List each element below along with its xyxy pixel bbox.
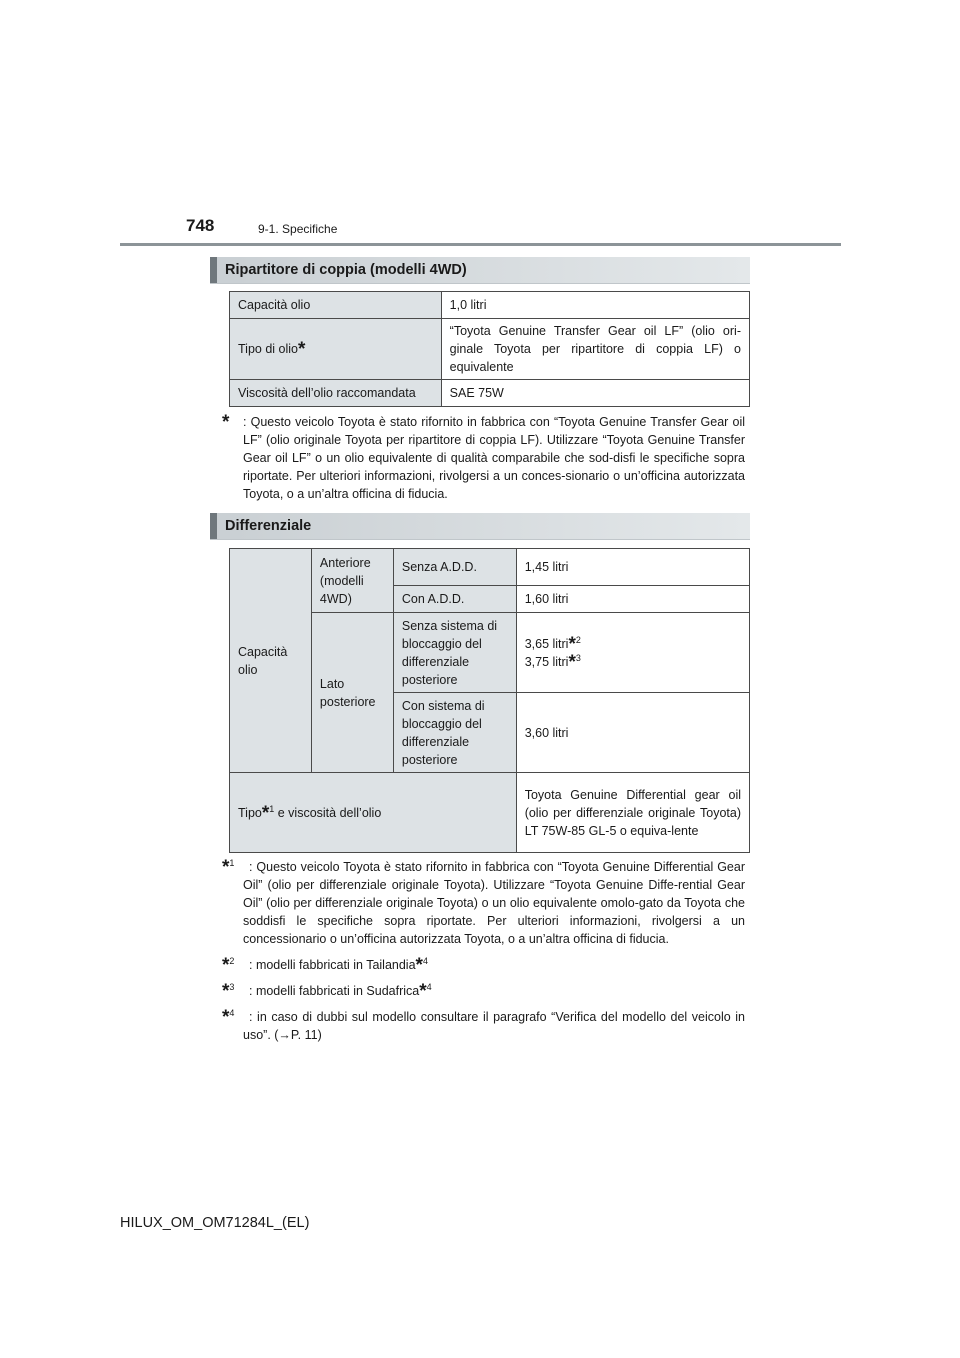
front-label: Anteriore (modelli 4WD) [311, 549, 393, 613]
footnote-marker: *$^1$ [222, 857, 235, 878]
transfer-heading [210, 257, 750, 284]
page-number: 748 [186, 216, 215, 235]
differential-heading-title: Differenziale [225, 518, 312, 534]
footnote-text: : in caso di dubbi sul modello consultare il paragrafo “Verifica del modello del veicolo in uso”. (→P. 11) [243, 1010, 745, 1042]
table-cell-value: 1,45 litri [516, 549, 749, 586]
footnote-text: : Questo veicolo Toyota è stato rifornito in fabbrica con “Toyota Genuine Transfer Gear oil LF” (olio originale Toyota per ripartitore di coppia LF). Utilizzare “Toyota Genuine Transfer Gear oil LF” o un olio equivalente di qualità comparabile che sod-disfi le specifiche sopra riportate. Per ulteriori informazioni, rivolgersi a un conces-sionario o un’officina autorizzata Toyota, o a un’altra officina di fiducia. [243, 415, 745, 501]
table-row [230, 319, 750, 380]
table-cell-label: Con A.D.D. [393, 586, 516, 613]
differential-table [229, 548, 750, 853]
footnote [222, 412, 745, 503]
table-cell-label: Senza A.D.D. [393, 549, 516, 586]
transfer-heading-title: Ripartitore di coppia (modelli 4WD) [225, 262, 467, 278]
oil-type-label: Tipo di olio [238, 342, 298, 356]
table-cell-value: 3,60 litri [516, 693, 749, 773]
transfer-table [229, 291, 750, 407]
heading-accent-bar [210, 257, 217, 283]
section-breadcrumb: 9-1. Specifiche [258, 222, 338, 236]
table-cell-value: “Toyota Genuine Transfer Gear oil LF” (olio ori-ginale Toyota per ripartitore di coppia LF) o equivalente [441, 319, 749, 380]
footnote-text: : modelli fabbricati in Sudafrica [249, 984, 420, 998]
capacity-value-b: 3,75 litri*$^3$ [524, 651, 581, 673]
table-row [230, 549, 750, 586]
table-cell-value: 1,0 litri [441, 292, 749, 319]
table-row [230, 292, 750, 319]
table-cell-label: Con sistema di bloccaggio del differenziale posteriore [393, 693, 516, 773]
footnote-marker: *$^3$ [222, 981, 235, 1002]
document-code-footer: HILUX_OM_OM71284L_(EL) [120, 1215, 310, 1231]
footnote-marker: * [222, 412, 230, 433]
footnote: *$^3$ : modelli fabbricati in Sudafrica*$^4$ [222, 981, 432, 1002]
footnote: *$^2$ : modelli fabbricati in Tailandia*$^4$ [222, 955, 428, 976]
table-row [230, 380, 750, 407]
footnote-marker: *$^4$ [222, 1007, 235, 1028]
table-cell-label: Capacità olio [230, 292, 442, 319]
footnote [222, 857, 745, 948]
footnote-marker: *$^2$ [222, 955, 235, 976]
table-cell-value: Toyota Genuine Differential gear oil (olio per differenziale originale Toyota) LT 75W-85 GL-5 o equiva-lente [516, 773, 749, 853]
footnote-asterisk: * [298, 339, 306, 360]
table-cell-value: SAE 75W [441, 380, 749, 407]
capacity-label: Capacità olio [230, 549, 312, 773]
table-cell-label [230, 319, 442, 380]
footnote-text: : modelli fabbricati in Tailandia [249, 958, 416, 972]
table-cell-value: 1,60 litri [516, 586, 749, 613]
table-cell-value [516, 613, 749, 693]
capacity-value-a: 3,65 litri*$^2$ [524, 633, 581, 655]
table-row [230, 773, 750, 853]
transfer-footnotes [222, 412, 745, 503]
heading-accent-bar [210, 513, 217, 539]
rear-label: Lato posteriore [311, 613, 393, 773]
table-cell-label: Senza sistema di bloccaggio del differenziale posteriore [393, 613, 516, 693]
oil-type-label: Tipo*$^1$ e viscosità dell’olio [230, 773, 517, 853]
table-cell-label: Viscosità dell’olio raccomandata [230, 380, 442, 407]
differential-heading [210, 513, 750, 540]
header-rule [120, 243, 841, 246]
footnote [222, 1007, 745, 1044]
footnote-text: : Questo veicolo Toyota è stato rifornito in fabbrica con “Toyota Genuine Differential Gear Oil” (olio per differenziale originale Toyota). Utilizzare “Toyota Genuine Diffe-rential Gear Oil” (olio per differenziale originale Toyota) o un olio equivalente omolo-gato da Toyota che soddisfi le specifiche sopra riportate. Per ulteriori informazioni, rivolgersi a un concessionario o un’officina autorizzata Toyota, o a un’altra officina di fiducia. [243, 860, 745, 946]
differential-footnotes [222, 857, 745, 1044]
